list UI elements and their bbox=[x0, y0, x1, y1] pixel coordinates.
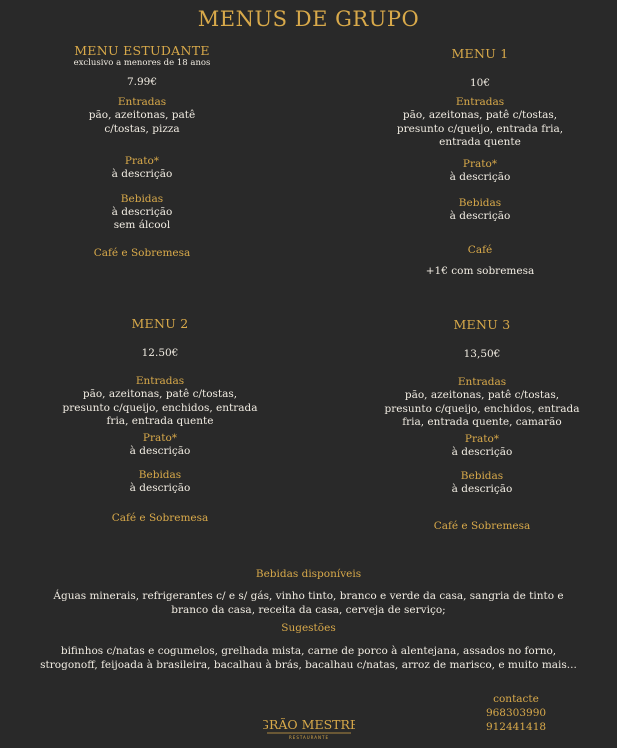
menu2-entradas-line: presunto c/queijo, enchidos, entrada bbox=[62, 401, 258, 414]
menu3-prato: à descrição bbox=[451, 445, 513, 458]
bebidas-disponiveis-section bbox=[0, 567, 617, 617]
menu1-extra: +1€ com sobremesa bbox=[425, 264, 535, 277]
grao-mestre-logo bbox=[263, 714, 355, 742]
estudante-entradas-label: Entradas bbox=[117, 96, 167, 108]
menu2-entradas-label: Entradas bbox=[135, 375, 185, 387]
page-title: MENUS DE GRUPO bbox=[197, 7, 420, 31]
restaurant-logo bbox=[263, 714, 355, 742]
menu3-entradas-line: pão, azeitonas, patê c/tostas, bbox=[404, 389, 560, 401]
menu-estudante-note: exclusivo a menores de 18 anos bbox=[73, 58, 211, 68]
menu1-prato-label: Prato* bbox=[462, 157, 498, 170]
menu1-bebidas-label: Bebidas bbox=[458, 197, 502, 209]
menu2-cafe-label: Café e Sobremesa bbox=[111, 511, 209, 524]
estudante-bebidas-label: Bebidas bbox=[120, 192, 164, 205]
contact-block bbox=[470, 692, 562, 734]
contact-phone: 912441418 bbox=[485, 721, 547, 733]
sugestoes-line: bifinhos c/natas e cogumelos, grelhada mista, carne de porco à alentejana, assados no forno, bbox=[60, 645, 557, 657]
sugestoes-line: strogonoff, feijoada à brasileira, bacalhau à brás, bacalhau c/natas, arroz de marisco, e muito mais... bbox=[40, 659, 577, 671]
menu2-prato: à descrição bbox=[129, 444, 191, 457]
sugestoes-section bbox=[0, 621, 617, 672]
menu-1-title: MENU 1 bbox=[451, 46, 509, 61]
menu2-entradas-line: fria, entrada quente bbox=[106, 415, 214, 427]
menu-1 bbox=[370, 47, 590, 278]
menu3-entradas-line: presunto c/queijo, enchidos, entrada bbox=[384, 402, 580, 415]
menu-3 bbox=[372, 318, 592, 533]
menu-2 bbox=[50, 317, 270, 525]
estudante-entradas-line: c/tostas, pizza bbox=[104, 122, 180, 135]
logo-tagline: RESTAURANTE bbox=[289, 735, 329, 740]
menu-estudante bbox=[42, 44, 242, 260]
menu-2-title: MENU 2 bbox=[131, 316, 189, 331]
menu1-cafe-label: Café bbox=[467, 243, 493, 256]
menu-3-title: MENU 3 bbox=[453, 317, 511, 332]
estudante-prato: à descrição bbox=[111, 168, 173, 180]
bebidas-disponiveis-line: Águas minerais, refrigerantes c/ e s/ gás, vinho tinto, branco e verde da casa, sangria de tinto e bbox=[53, 590, 564, 602]
estudante-bebidas-line: sem álcool bbox=[113, 219, 171, 231]
menu1-bebidas: à descrição bbox=[449, 210, 511, 222]
menu3-cafe-label: Café e Sobremesa bbox=[433, 519, 531, 532]
menu2-bebidas-label: Bebidas bbox=[138, 469, 182, 481]
menu-estudante-title: MENU ESTUDANTE bbox=[74, 43, 210, 58]
menu1-entradas-line: presunto c/queijo, entrada fria, bbox=[396, 122, 564, 135]
contact-label: contacte bbox=[493, 693, 539, 705]
menu2-entradas-line: pão, azeitonas, patê c/tostas, bbox=[82, 388, 238, 400]
menu1-entradas-line: entrada quente bbox=[439, 136, 521, 148]
bebidas-disponiveis-label: Bebidas disponíveis bbox=[255, 568, 362, 580]
menu-1-price: 10€ bbox=[469, 77, 491, 89]
estudante-bebidas-line: à descrição bbox=[111, 205, 173, 218]
menu3-prato-label: Prato* bbox=[464, 432, 500, 445]
logo-name: GRÃO MESTRE bbox=[263, 717, 355, 732]
menu1-prato: à descrição bbox=[449, 170, 511, 183]
menu1-entradas-label: Entradas bbox=[455, 96, 505, 108]
menu-3-price: 13,50€ bbox=[463, 348, 501, 360]
sugestoes-label: Sugestões bbox=[281, 622, 336, 634]
estudante-prato-label: Prato* bbox=[124, 155, 160, 167]
menu1-entradas-line: pão, azeitonas, patê c/tostas, bbox=[402, 109, 558, 121]
estudante-entradas-line: pão, azeitonas, patê bbox=[88, 109, 196, 121]
contact-phone: 968303990 bbox=[485, 707, 547, 719]
menu3-bebidas-label: Bebidas bbox=[460, 470, 504, 482]
menu-2-price: 12.50€ bbox=[141, 347, 179, 359]
menu-estudante-price: 7.99€ bbox=[126, 76, 158, 88]
menu3-entradas-line: fria, entrada quente, camarão bbox=[402, 416, 562, 428]
menu2-bebidas: à descrição bbox=[129, 482, 191, 494]
menu3-entradas-label: Entradas bbox=[457, 376, 507, 388]
bebidas-disponiveis-line: branco da casa, receita da casa, cerveja de serviço; bbox=[171, 604, 446, 616]
estudante-cafe-label: Café e Sobremesa bbox=[93, 246, 191, 259]
menu2-prato-label: Prato* bbox=[142, 431, 178, 444]
menu3-bebidas: à descrição bbox=[451, 483, 513, 495]
